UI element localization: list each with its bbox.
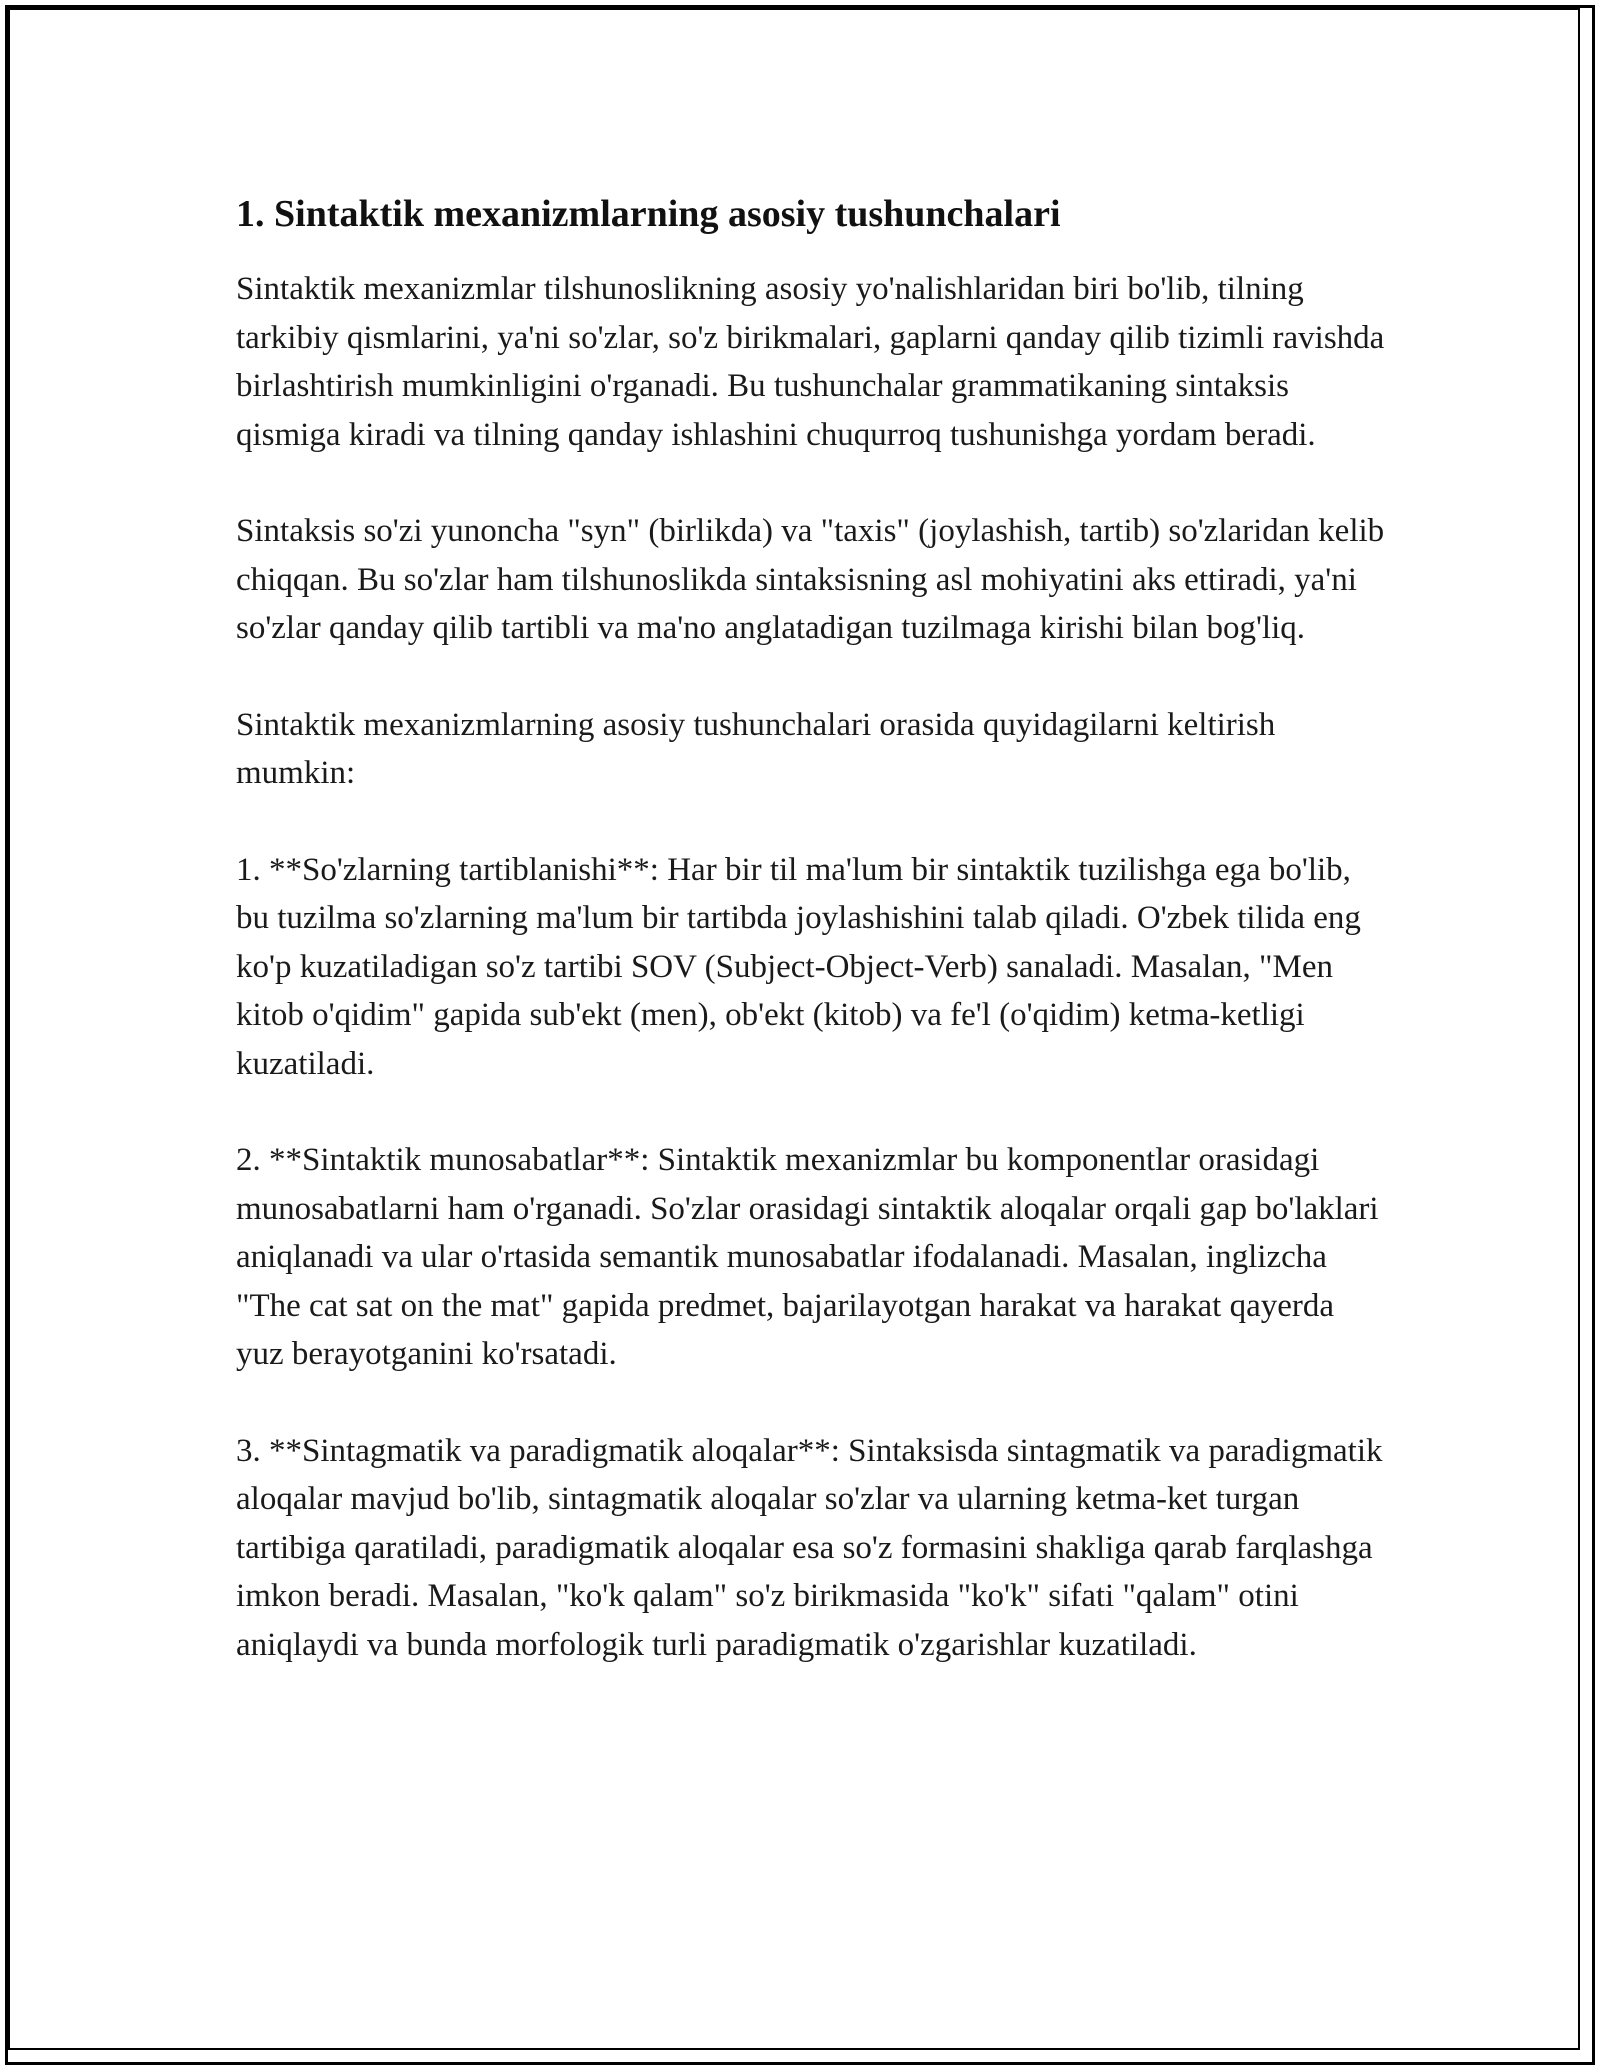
section-heading: 1. Sintaktik mexanizmlarning asosiy tushunchalari — [236, 193, 1061, 235]
paragraph-intro: Sintaktik mexanizmlar tilshunoslikning asosiy yo'nalishlaridan biri bo'lib, tilning tarkibiy qismlarini, ya'ni so'zlar, so'z birikmalari, gaplarni qanday qilib tizimli ravishda birlashtirish mumkinligini o'rganadi. Bu tushunchalar grammatikaning sintaksis qismiga kiradi va tilning qanday ishlashini chuqurroq tushunishga yordam beradi. — [236, 271, 1385, 453]
paragraph-etymology: Sintaksis so'zi yunoncha "syn" (birlikda) va "taxis" (joylashish, tartib) so'zlaridan kelib chiqqan. Bu so'zlar ham tilshunoslikda sintaksisning asl mohiyatini aks ettiradi, ya'ni so'zlar qanday qilib tartibli va ma'no anglatadigan tuzilmaga kirishi bilan bog'liq. — [236, 513, 1385, 646]
list-item-syntactic-relations: 2. **Sintaktik munosabatlar**: Sintaktik mexanizmlar bu komponentlar orasidagi munosabatlarni ham o'rganadi. So'zlar orasidagi sintaktik aloqalar orqali gap bo'laklari aniqlanadi va ular o'rtasida semantik munosabatlar ifodalanadi. Masalan, inglizcha "The cat sat on the mat" gapida predmet, bajarilayotgan harakat va harakat qayerda yuz berayotganini ko'rsatadi. — [236, 1142, 1379, 1372]
list-item-word-order: 1. **So'zlarning tartiblanishi**: Har bir til ma'lum bir sintaktik tuzilishga ega bo'lib, bu tuzilma so'zlarning ma'lum bir tartibda joylashishini talab qiladi. O'zbek tilida eng ko'p kuzatiladigan so'z tartibi SOV (Subject-Object-Verb) sanaladi. Masalan, "Men kitob o'qidim" gapida sub'ekt (men), ob'ekt (kitob) va fe'l (o'qidim) ketma-ketligi kuzatiladi. — [236, 851, 1361, 1082]
paragraph-list-intro: Sintaktik mexanizmlarning asosiy tushunchalari orasida quyidagilarni keltirish mumkin: — [236, 706, 1276, 791]
list-item-syntagmatic-paradigmatic: 3. **Sintagmatik va paradigmatik aloqalar**: Sintaksisda sintagmatik va paradigmatik aloqalar mavjud bo'lib, sintagmatik aloqalar so'zlar va ularning ketma-ket turgan tartibiga qaratiladi, paradigmatik aloqalar esa so'z formasini shakliga qarab farqlashga imkon beradi. Masalan, "ko'k qalam" so'z birikmasida "ko'k" sifati "qalam" otini aniqlaydi va bunda morfologik turli paradigmatik o'zgarishlar kuzatiladi. — [236, 1432, 1383, 1663]
document-body — [236, 186, 1386, 1717]
